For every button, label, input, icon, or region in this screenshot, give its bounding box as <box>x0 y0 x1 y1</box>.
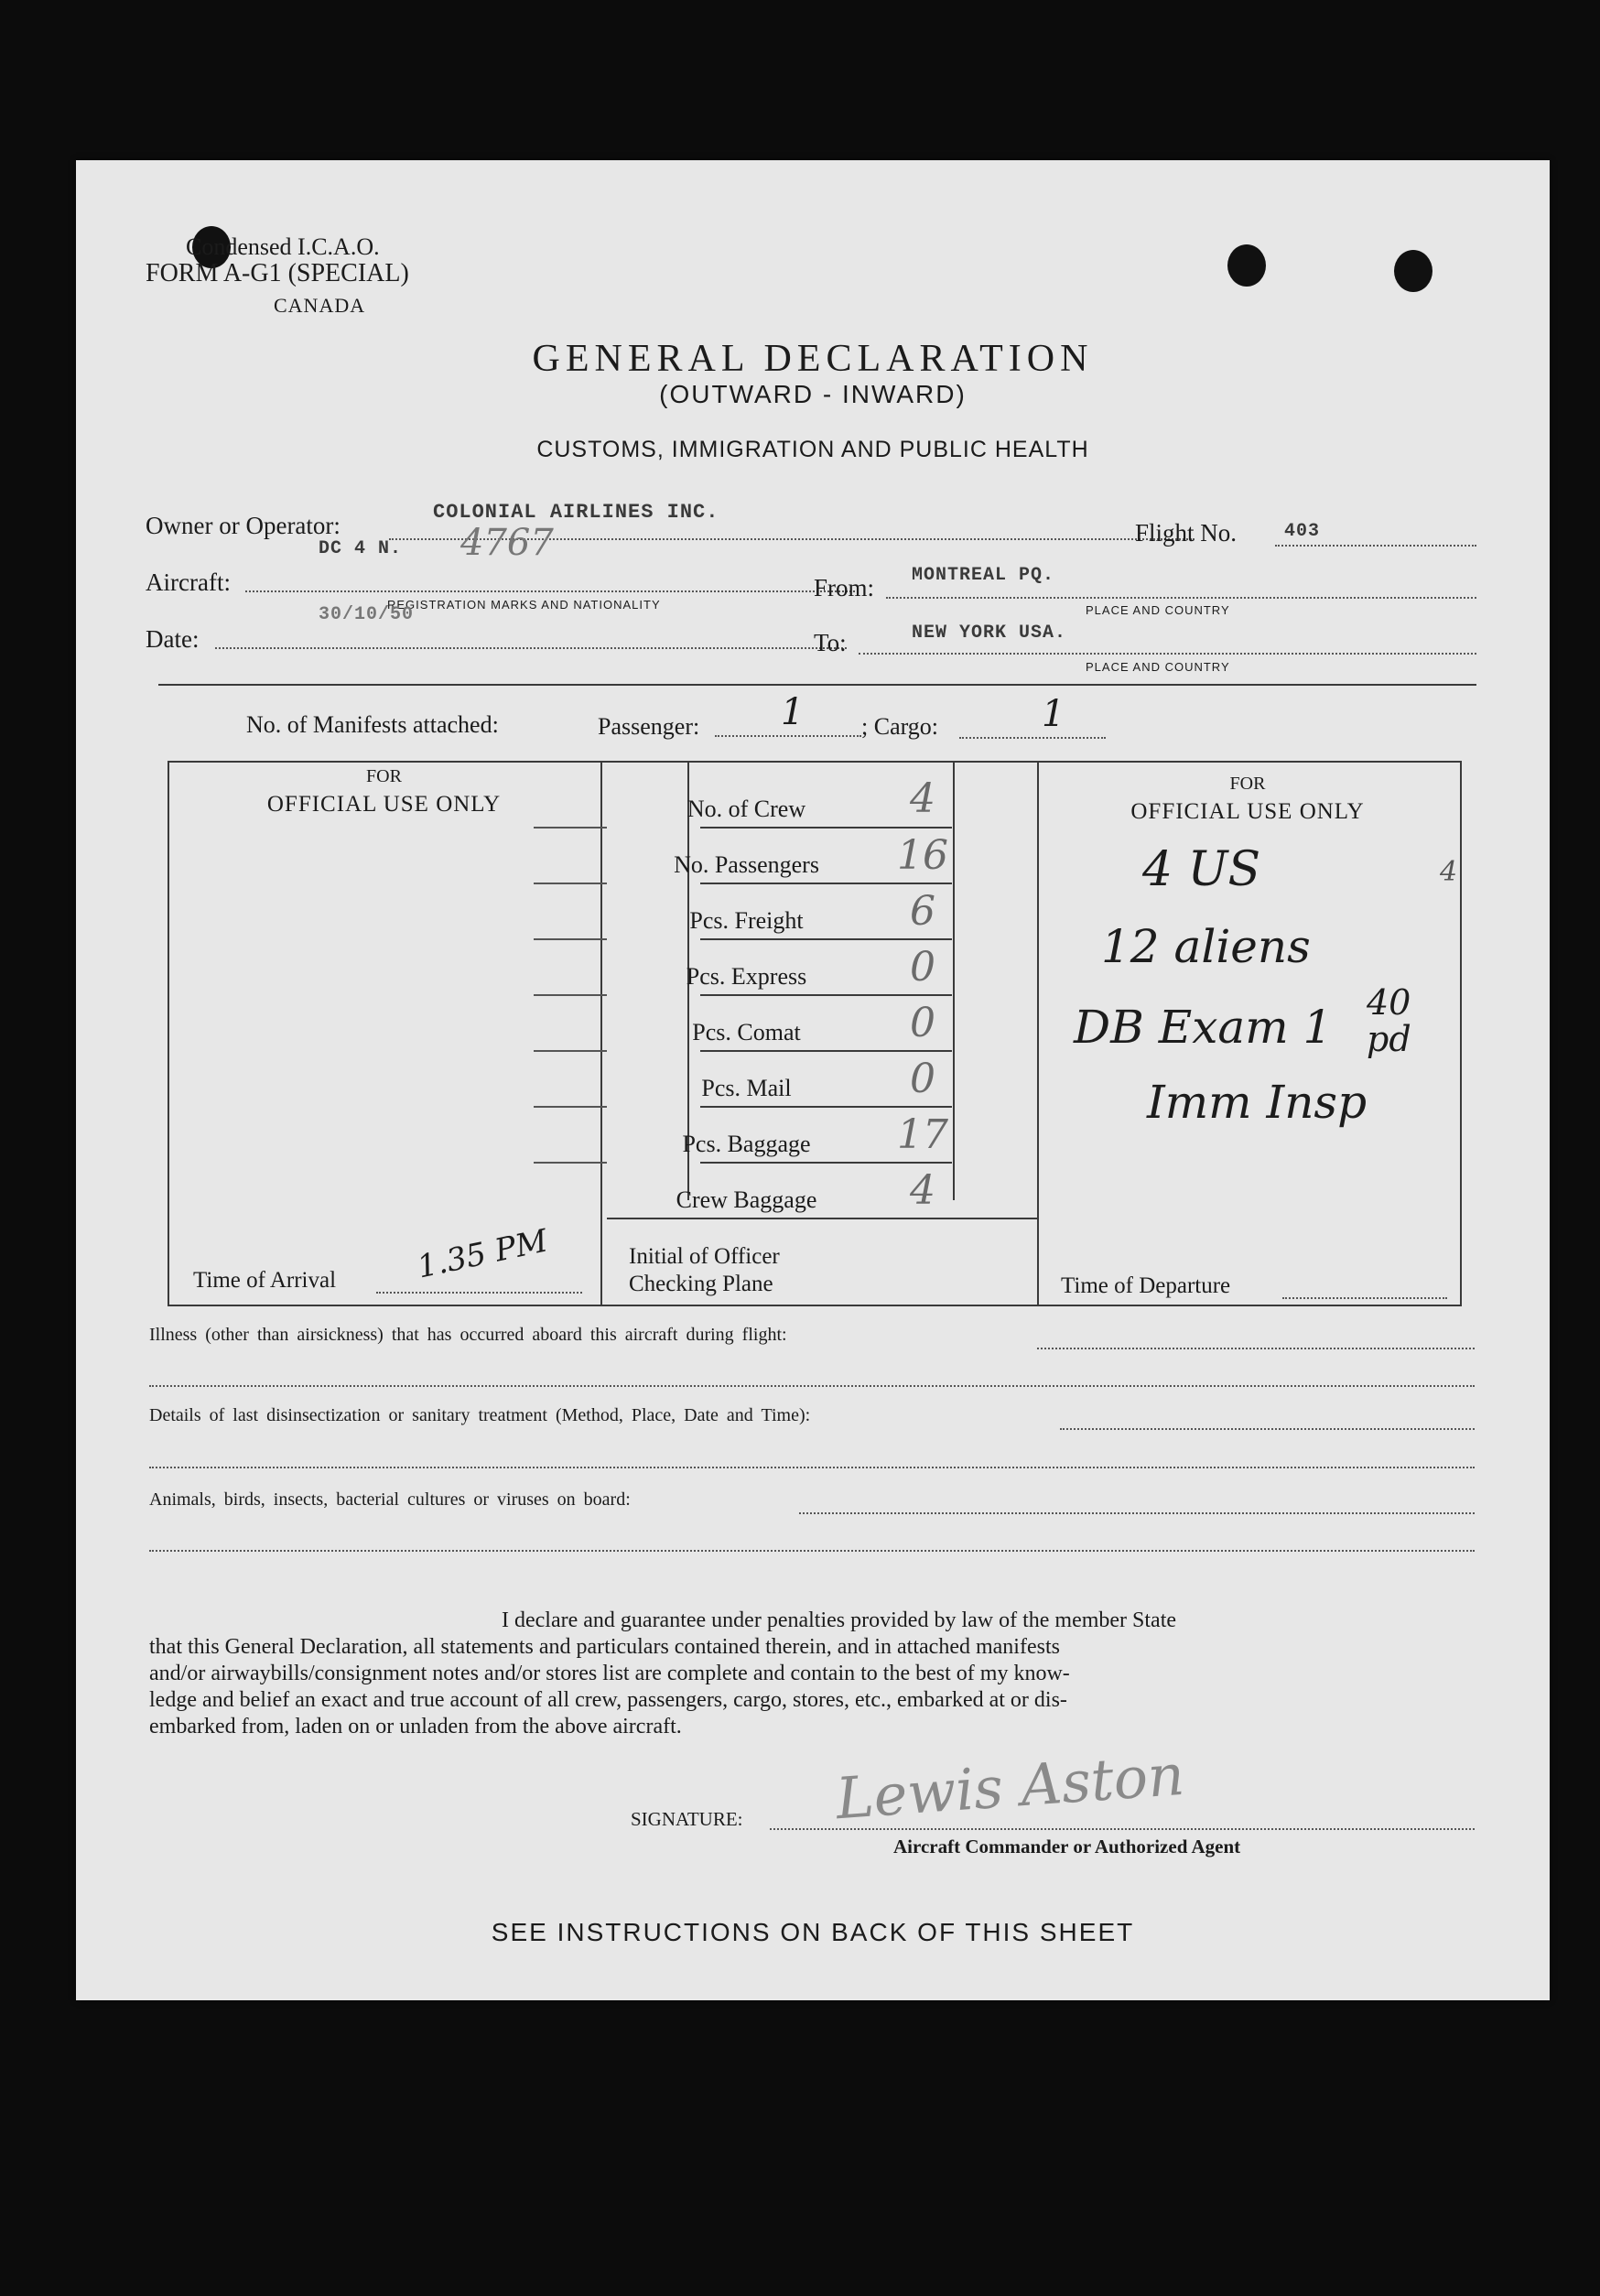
row-freight-label: Pcs. Freight <box>689 907 804 934</box>
row-separator <box>534 883 607 884</box>
passenger-line <box>715 735 861 737</box>
signature-value: Lewis Aston <box>833 1740 1187 1833</box>
header-rule <box>158 684 1476 686</box>
time-departure-line <box>1282 1297 1447 1299</box>
row-separator <box>534 1050 607 1052</box>
declaration-line-4: ledge and belief an exact and true account of all crew, passengers, cargo, stores, etc., embarked at or dis- <box>149 1688 1067 1712</box>
right-for: FOR <box>1229 774 1266 794</box>
disinsect-line-2 <box>149 1467 1475 1468</box>
row-separator <box>700 883 952 884</box>
country: CANADA <box>274 294 366 317</box>
row-separator <box>700 1106 952 1108</box>
registration-note: REGISTRATION MARKS AND NATIONALITY <box>387 598 661 612</box>
to-value: NEW YORK USA. <box>912 623 1067 644</box>
cargo-label: ; Cargo: <box>861 713 939 740</box>
note-insp: Imm Insp <box>1147 1076 1368 1129</box>
flight-label: Flight No. <box>1135 519 1238 547</box>
declaration-line-3: and/or airwaybills/consignment notes and/or stores list are complete and contain to the best of my know- <box>149 1662 1070 1685</box>
row-comat-label: Pcs. Comat <box>692 1019 801 1045</box>
time-arrival-label: Time of Arrival <box>193 1268 337 1293</box>
date-label: Date: <box>146 625 200 653</box>
from-line <box>886 597 1476 599</box>
row-crew-baggage-value: 4 <box>910 1167 935 1214</box>
row-separator <box>534 1162 607 1164</box>
row-separator <box>700 994 952 996</box>
row-baggage-value: 17 <box>897 1111 948 1158</box>
signature-label: SIGNATURE: <box>631 1808 743 1830</box>
date-value: 30/10/50 <box>319 604 415 625</box>
row-crew-label: No. of Crew <box>686 796 806 822</box>
declaration-line-2: that this General Declaration, all statements and particulars contained therein, and in attached manifests <box>149 1635 1060 1659</box>
flight-value: 403 <box>1284 521 1321 542</box>
row-mail-label: Pcs. Mail <box>701 1075 792 1101</box>
passenger-value: 1 <box>781 691 805 733</box>
cargo-value: 1 <box>1042 693 1065 735</box>
page-subtitle: (OUTWARD - INWARD) <box>659 380 967 408</box>
row-separator <box>700 1162 952 1164</box>
time-departure-label: Time of Departure <box>1061 1273 1231 1298</box>
punch-hole <box>1394 250 1432 292</box>
table-divider-right <box>1037 761 1039 1305</box>
to-label: To: <box>814 629 847 656</box>
row-freight-value: 6 <box>910 888 935 935</box>
illness-line <box>1037 1348 1475 1349</box>
row-express-label: Pcs. Express <box>686 963 807 990</box>
initial-officer-line1: Initial of Officer <box>629 1244 780 1269</box>
form-number: FORM A-G1 (SPECIAL) <box>146 259 409 287</box>
row-separator <box>534 827 607 829</box>
animals-line <box>799 1512 1475 1514</box>
from-label: From: <box>814 574 875 601</box>
row-crew-baggage-label: Crew Baggage <box>676 1186 817 1213</box>
row-separator <box>700 938 952 940</box>
footer-instructions: SEE INSTRUCTIONS ON BACK OF THIS SHEET <box>491 1918 1135 1946</box>
row-passengers-label: No. Passengers <box>674 851 819 878</box>
row-separator <box>534 994 607 996</box>
illness-line-2 <box>149 1385 1475 1387</box>
note-exam-side: 40 pd <box>1367 982 1411 1059</box>
signature-line <box>770 1828 1475 1830</box>
animals-question: Animals, birds, insects, bacterial cultures or viruses on board: <box>149 1489 631 1510</box>
icao-line: Condensed I.C.A.O. <box>186 233 380 260</box>
owner-label: Owner or Operator: <box>146 512 341 539</box>
from-value: MONTREAL PQ. <box>912 565 1055 586</box>
departments: CUSTOMS, IMMIGRATION AND PUBLIC HEALTH <box>536 437 1089 462</box>
time-arrival-value: 1.35 PM <box>414 1222 551 1286</box>
aircraft-line <box>245 590 859 592</box>
note-us: 4 US <box>1142 842 1261 897</box>
flight-line <box>1275 545 1476 547</box>
illness-question: Illness (other than airsickness) that has occurred aboard this aircraft during flight: <box>149 1325 787 1345</box>
signature-caption: Aircraft Commander or Authorized Agent <box>893 1836 1241 1857</box>
manifests-label: No. of Manifests attached: <box>246 711 499 738</box>
row-separator <box>700 827 952 829</box>
disinsect-line <box>1060 1428 1475 1430</box>
declaration-line-5: embarked from, laden on or unladen from the above aircraft. <box>149 1715 682 1738</box>
note-us-side: 4 <box>1440 856 1458 888</box>
row-separator <box>700 1050 952 1052</box>
row-mail-value: 0 <box>910 1056 935 1102</box>
aircraft-label: Aircraft: <box>146 569 231 596</box>
table-divider-left <box>600 761 602 1305</box>
note-aliens: 12 aliens <box>1101 920 1311 973</box>
punch-hole <box>1227 244 1266 287</box>
form-sheet <box>76 160 1550 2000</box>
passenger-label: Passenger: <box>598 713 700 740</box>
time-arrival-line <box>376 1292 582 1294</box>
place-country-1: PLACE AND COUNTRY <box>1086 603 1230 617</box>
cargo-line <box>959 737 1106 739</box>
note-exam: DB Exam 1 <box>1074 1001 1333 1054</box>
animals-line-2 <box>149 1550 1475 1552</box>
row-separator <box>534 1106 607 1108</box>
row-comat-value: 0 <box>910 1000 935 1046</box>
page-title: GENERAL DECLARATION <box>532 338 1094 380</box>
date-line <box>215 647 847 649</box>
row-baggage-label: Pcs. Baggage <box>682 1131 811 1157</box>
aircraft-value: DC 4 N. <box>319 538 403 559</box>
disinsect-question: Details of last disinsectization or sanitary treatment (Method, Place, Date and Time): <box>149 1405 811 1425</box>
declaration-line-1: I declare and guarantee under penalties provided by law of the member State <box>502 1608 1177 1632</box>
row-crew-value: 4 <box>910 775 935 822</box>
row-express-value: 0 <box>910 944 935 991</box>
right-official-use: OFFICIAL USE ONLY <box>1130 799 1365 824</box>
initial-officer-line2: Checking Plane <box>629 1272 773 1296</box>
owner-value: COLONIAL AIRLINES INC. <box>433 501 719 524</box>
row-separator <box>534 938 607 940</box>
row-passengers-value: 16 <box>897 832 948 879</box>
left-official-use: OFFICIAL USE ONLY <box>266 792 502 817</box>
left-for: FOR <box>366 766 402 786</box>
row-separator <box>607 1218 1037 1219</box>
aircraft-handwritten: 4767 <box>460 522 554 564</box>
to-line <box>859 653 1476 655</box>
place-country-2: PLACE AND COUNTRY <box>1086 660 1230 674</box>
